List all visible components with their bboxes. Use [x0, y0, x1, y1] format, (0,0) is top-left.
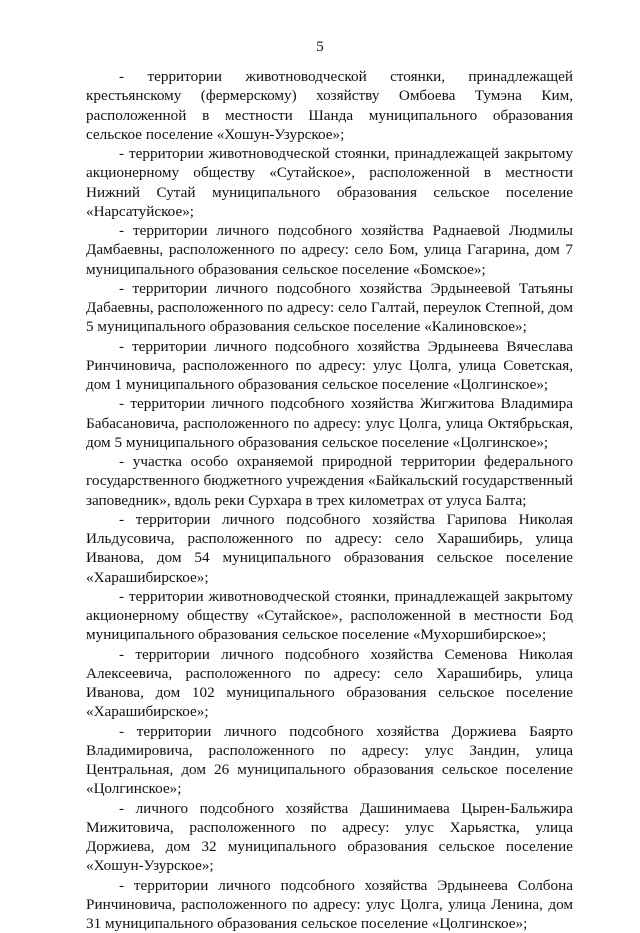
paragraph-3: - территории личного подсобного хозяйства Раднаевой Людмилы Дамбаевны, расположенного по адресу: село Бом, улица Гагарина, дом 7 муниципального образования сельское поселение «Бомское»;: [86, 221, 573, 279]
page-number: 5: [0, 38, 640, 56]
paragraph-5: - территории личного подсобного хозяйства Эрдынеева Вячеслава Ринчиновича, расположенного по адресу: улус Цолга, улица Советская, дом 1 муниципального образования сельское поселение «Цолгинское»;: [86, 337, 573, 395]
paragraph-11: - территории личного подсобного хозяйства Доржиева Баярто Владимировича, расположенного по адресу: улус Зандин, улица Центральная, дом 26 муниципального образования сельское поселение «Цолгинское»;: [86, 722, 573, 799]
paragraph-6: - территории личного подсобного хозяйства Жигжитова Владимира Бабасановича, расположенного по адресу: улус Цолга, улица Октябрьская, дом 5 муниципального образования сельское поселение «Цолгинское»;: [86, 394, 573, 452]
paragraph-7: - участка особо охраняемой природной территории федерального государственного бюджетного учреждения «Байкальский государственный заповедник», вдоль реки Сурхара в трех километрах от улуса Балта;: [86, 452, 573, 510]
paragraph-9: - территории животноводческой стоянки, принадлежащей закрытому акционерному обществу «Сутайское», расположенной в местности Бод муниципального образования сельское поселение «Мухоршибирское»;: [86, 587, 573, 645]
paragraph-1: - территории животноводческой стоянки, принадлежащей крестьянскому (фермерскому) хозяйству Омбоева Тумэна Ким, расположенной в местности Шанда муниципального образования сельское поселение «Хошун-Узурское»;: [86, 67, 573, 144]
paragraph-10: - территории личного подсобного хозяйства Семенова Николая Алексеевича, расположенного по адресу: село Харашибирь, улица Иванова, дом 102 муниципального образования сельское поселение «Харашибирское»;: [86, 645, 573, 722]
document-body: [86, 67, 573, 933]
paragraph-4: - территории личного подсобного хозяйства Эрдынеевой Татьяны Дабаевны, расположенного по адресу: село Галтай, переулок Степной, дом 5 муниципального образования сельское поселение «Калиновское»;: [86, 279, 573, 337]
paragraph-8: - территории личного подсобного хозяйства Гарипова Николая Ильдусовича, расположенного по адресу: село Харашибирь, улица Иванова, дом 54 муниципального образования сельское поселение «Харашибирское»;: [86, 510, 573, 587]
paragraph-2: - территории животноводческой стоянки, принадлежащей закрытому акционерному обществу «Сутайское», расположенной в местности Нижний Сутай муниципального образования сельское поселение «Нарсатуйское»;: [86, 144, 573, 221]
paragraph-12: - личного подсобного хозяйства Дашинимаева Цырен-Бальжира Мижитовича, расположенного по адресу: улус Харьястка, улица Доржиева, дом 32 муниципального образования сельское поселение «Хошун-Узурское»;: [86, 799, 573, 876]
paragraph-13: - территории личного подсобного хозяйства Эрдынеева Солбона Ринчиновича, расположенного по адресу: улус Цолга, улица Ленина, дом 31 муниципального образования сельское поселение «Цолгинское»;: [86, 876, 573, 933]
